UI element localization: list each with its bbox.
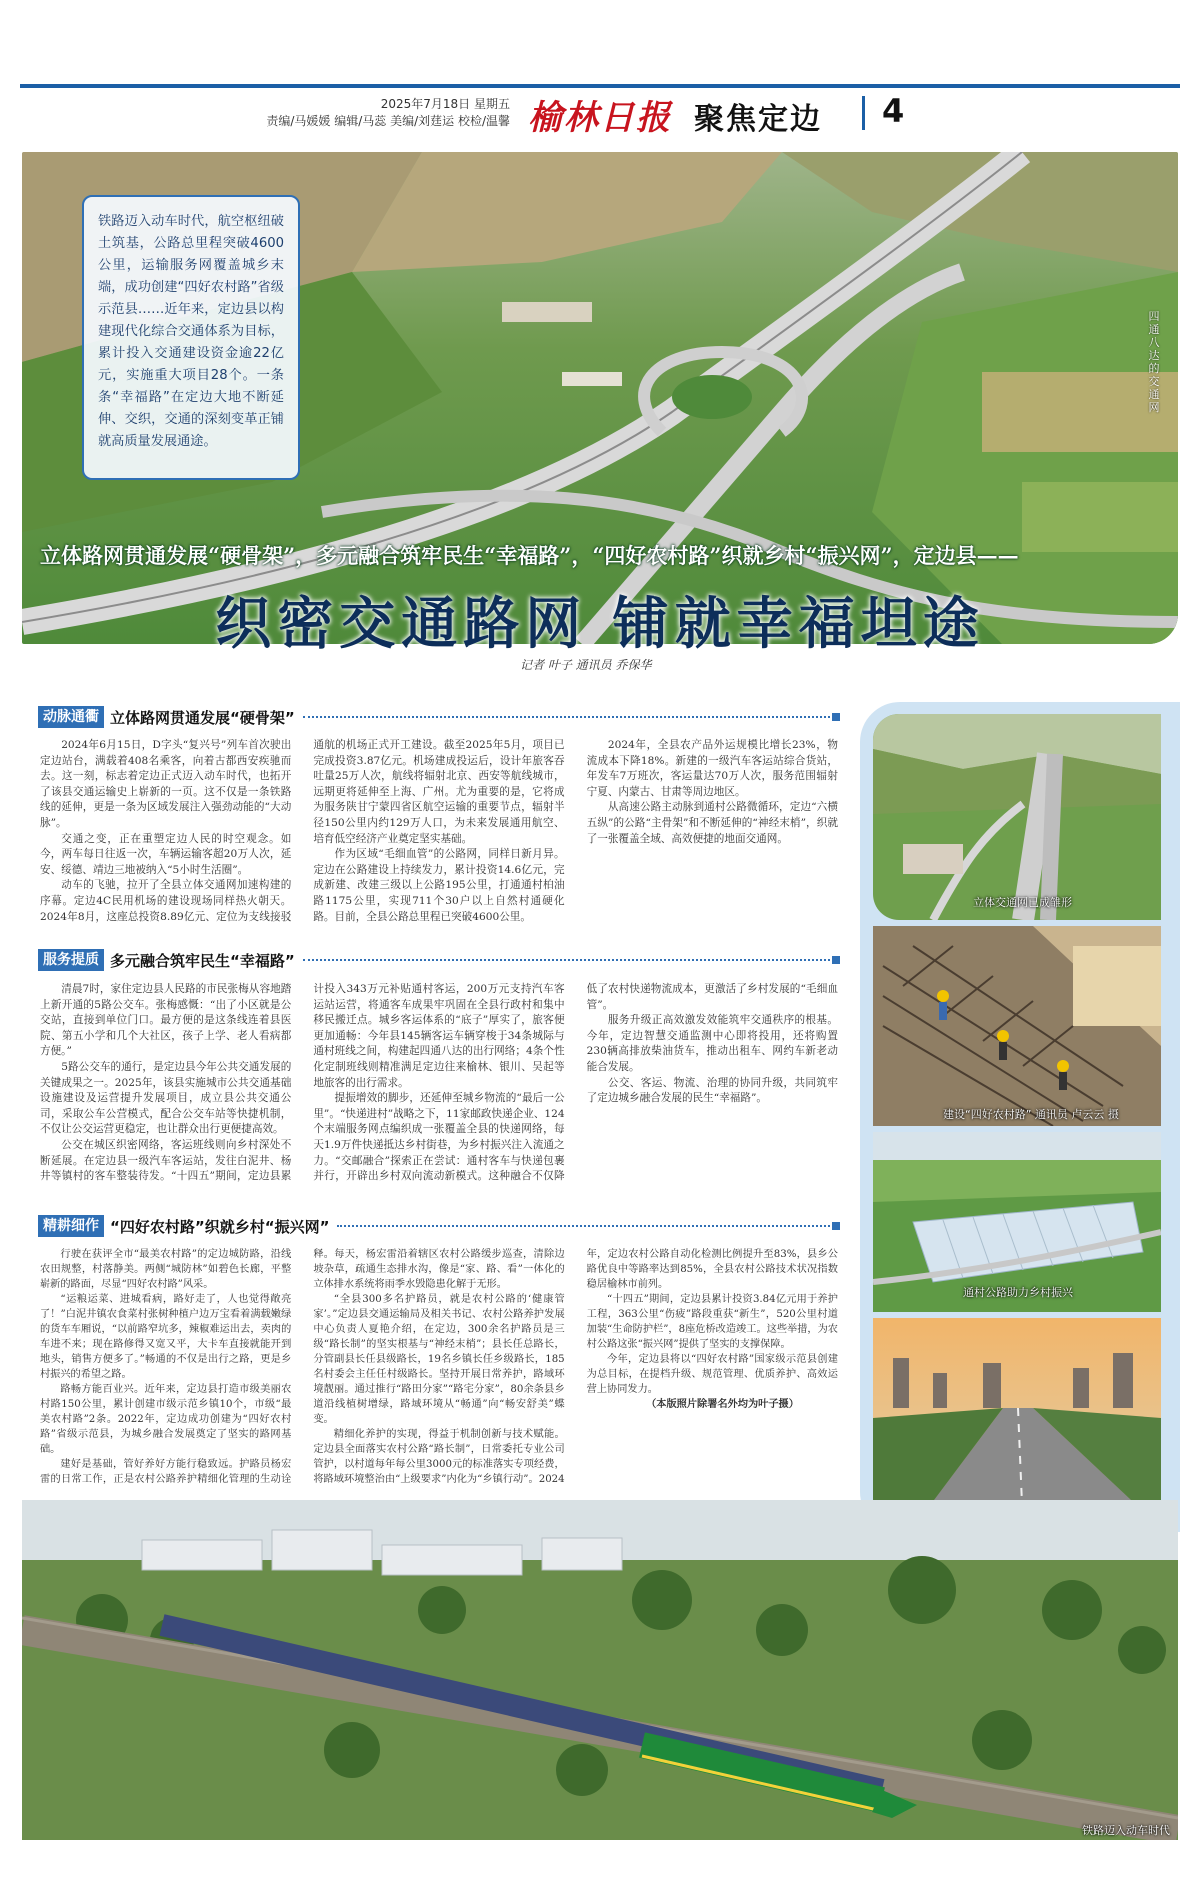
paragraph: “全县300多名护路员，就是农村公路的‘健康管家’。”定边县交通运输局及相关书记、农村公路养护发展中心负责人夏艳介绍，在定边，300余名护路员是三级“路长制”的坚实根基与“神经末梢”；县长任总路长，分管副县长任县级路长，19名乡镇长任乡级路长，185名村委会主任任村级路长。坚持开展日常养护，路域环境靓丽。通过推行“路田分家”“路宅分家”，80余条县乡道沿线植树增绿，路域环境从“畅通”向“畅安舒美”蝶变。: [313, 1294, 565, 1425]
section-rule: [303, 959, 838, 961]
section-header-3: [38, 1215, 838, 1237]
paragraph: 作为区域“毛细血管”的公路网，同样日新月异。定边在公路建设上持续发力，累计投资14.6亿元，完成新建、改建三级以上公路195公里，打通通村柏油路1175公里，实现711个30户以上自然村通硬化路。目前，全县公路总里程已突破4600公里。: [313, 848, 565, 923]
paragraph: 今年，定边县将以“四好农村路”国家级示范县创建为总目标，在提档升级、规范管理、优质养护、高效运营上协同发力。: [586, 1354, 838, 1395]
paragraph: 公交在城区织密网络，客运班线则向乡村深处不断延展。在定边县一级汽车客运站，发往白泥井、杨井等镇村的客车整装待发。“十四五”期间，定边县累计投入343万元补贴通村客运，200万元支持汽车客运站运营，将通客车成果牢巩固在全县行政村和集中移民搬迁点。城乡客运体系的“底子”厚实了，旅客便更加通畅：今年县145辆客运车辆穿梭于34条城际与通村班线之间，构建起四通八达的出行网络；4条个性化定制班线则精准满足定边往来榆林、银川、吴起等地旅客的出行需求。: [40, 983, 565, 1183]
paragraph: “运粮运菜、进城看病，路好走了，人也觉得敞亮了！”白泥井镇农食菜村张树种植户边万宝看着满载嫩绿的货车车厢说，“以前路窄坑多，辣椒难运出去，卖肉的车进不来；现在路修得又宽又平，大卡车直接就能开到地头，销售方便多了。”畅通的不仅是出行之路，更是乡村振兴的希望之路。: [40, 1294, 292, 1380]
section-name: 多元融合筑牢民生“幸福路”: [110, 951, 295, 970]
section-3-body: [40, 1247, 838, 1495]
side-photo-1: [873, 714, 1161, 920]
header-meta: [240, 96, 510, 130]
section-tag: 服务提质: [38, 949, 104, 971]
header-divider: [862, 96, 865, 130]
photo-credit-note: （本版照片除署名外均为叶子摄）: [646, 1398, 799, 1410]
hero-photo-caption: 四通八达的交通网: [1148, 310, 1160, 414]
paragraph: “十四五”期间，定边县累计投资3.84亿元用于养护工程，363公里“伤疲”路段重获“新生”，520公里村道加装“生命防护栏”，8座危桥改造竣工。这些举措，为农村公路这张“振兴网”提供了坚实的支撑保障。: [586, 1294, 838, 1350]
paragraph: 清晨7时，家住定边县人民路的市民张梅从容地踏上新开通的5路公交车。张梅感慨：“出了小区就是公交站，直接到单位门口。最方便的是这条线连着县医院、第五小学和几个大社区，孩子上学、老人看病都方便。”: [40, 983, 292, 1058]
section-header-1: [38, 706, 838, 728]
paragraph: 交通之变，正在重塑定边人民的时空观念。如今，两车每日往返一次，车辆运输客超20万人次，延安、绥德、靖边三地被纳入“5小时生活圈”。: [40, 832, 292, 876]
paragraph: 提振增效的脚步，还延伸至城乡物流的“最后一公里”。“快递进村”战略之下，11家邮政快递企业、124个末端服务网点编织成一张覆盖全县的快递网络，每天1.9万件快递抵达乡村街巷，为乡村振兴注入流通之力。“交邮融合”探索正在尝试：通村客车与快递包裹并行，开辟出乡村双向流动新模式。这种融合不仅降低了农村快递物流成本，更激活了乡村发展的“毛细血管”。: [313, 983, 838, 1183]
header-editors: 责编/马媛媛 编辑/马蕊 美编/刘莛运 校检/温馨: [266, 114, 510, 128]
paragraph: 建好是基础，管好养好方能行稳致远。护路员杨宏雷的日常工作，正是农村公路养护精细化管理的生动诠释。每天，杨宏雷沿着辖区农村公路缓步巡查，清除边坡杂草，疏通生态排水沟，像是“家、路、看”一体化的立体排水系统将雨季水毁隐患化解于无形。: [40, 1249, 565, 1485]
paragraph: 公交、客运、物流、治理的协同升级，共同筑牢了定边城乡融合发展的民生“幸福路”。: [586, 1076, 838, 1105]
paragraph: 从高速公路主动脉到通村公路微循环，定边“六横五纵”的公路“主骨架”和不断延伸的“神经末梢”，织就了一张覆盖全域、高效便捷的地面交通网。: [586, 801, 838, 845]
side-photo-2: [873, 926, 1161, 1126]
paragraph: 服务升级正高效激发效能筑牢交通秩序的根基。今年，定边智慧交通监测中心即将投用，还将购置230辆高排放柴油货车，推动出租车、网约车新老动能合发展。: [586, 1014, 838, 1073]
bottom-photo-caption: 铁路迈入动车时代: [1082, 1824, 1170, 1837]
section-rule: [303, 716, 838, 718]
side-photo-4: [873, 1318, 1161, 1528]
paragraph: 精细化养护的实现，得益于机制创新与技术赋能。定边县全面落实农村公路“路长制”，日常委托专业公司管护，以村道每年每公里3000元的标准落实专项经费，将路域环境整治由“上级要求”内化为“乡镇行动”。2024年，定边农村公路自动化检测比例提升至83%，县乡公路优良中等路率达到85%，全县农村公路技术状况指数稳居榆林市前列。: [313, 1249, 838, 1485]
header-date: 2025年7月18日 星期五: [380, 97, 510, 111]
paragraph: 行驶在获评全市“最美农村路”的定边城防路，沿线农田规整，村落静美。两侧“城防林”如碧色长廊，平整崭新的路面，尽显“四好农村路”风采。: [40, 1249, 292, 1290]
page-number: 4: [882, 92, 905, 130]
paragraph: 5路公交车的通行，是定边县今年公共交通发展的关键成果之一。2025年，该县实施城市公共交通基础设施建设及运营提升发展项目，成立县公共交通公司，采取公车公营模式，配合公交车站等快捷机制，不仅让公交运营更稳定，也让群众出行更便捷高效。: [40, 1060, 292, 1136]
side-photo-1-caption: 立体交通网已成雏形: [973, 896, 1072, 909]
section-tag: 动脉通衢: [38, 706, 104, 728]
section-name: 立体路网贯通发展“硬骨架”: [110, 708, 295, 727]
paragraph: 2024年6月15日，D字头“复兴号”列车首次驶出定边站台，满载着408名乘客，向着古都西安疾驰而去。这一刻，标志着定边正式迈入动车时代，也拓开了该县交通运输史上崭新的一页。这不仅是一条铁路线的延伸，更是一条为区域发展注入强劲动能的“大动脉”。: [40, 739, 292, 829]
section-1-body: [40, 738, 838, 928]
newspaper-logo: 榆林日报: [528, 98, 672, 138]
section-title: 聚焦定边: [694, 102, 822, 137]
top-rule: [20, 84, 1180, 88]
paragraph: 2024年，全县农产品外运规模比增长23%，物流成本下降18%。新建的一级汽车客运站综合货站，年发车7万班次，客运量达70万人次，服务范围辐射宁夏、内蒙古、甘肃等周边地区。: [586, 739, 838, 798]
paragraph: 路畅方能百业兴。近年来，定边县打造市级美丽农村路150公里，累计创建市级示范乡镇10个，市级“最美农村路”2条。2022年，定边成功创建为“四好农村路”省级示范县，为城乡融合发展奠定了坚实的路网基础。: [40, 1384, 292, 1455]
side-photo-3-caption: 通村公路助力乡村振兴: [963, 1286, 1073, 1299]
side-photo-2-caption: 建设“四好农村路” 通讯员 卢云云 摄: [943, 1108, 1119, 1121]
section-name: “四好农村路”织就乡村“振兴网”: [110, 1217, 330, 1236]
intro-summary-box: 铁路迈入动车时代，航空枢纽破土筑基，公路总里程突破4600公里，运输服务网覆盖城乡末端，成功创建“四好农村路”省级示范县……近年来，定边县以构建现代化综合交通体系为目标，累计投入交通建设资金逾22亿元，实施重大项目28个。一条条“幸福路”在定边大地不断延伸、交织，交通的深刻变革正铺就高质量发展通途。: [82, 195, 300, 480]
article-subtitle: 立体路网贯通发展“硬骨架”，多元融合筑牢民生“幸福路”，“四好农村路”织就乡村“振兴网”，定边县——: [40, 543, 1019, 568]
section-tag: 精耕细作: [38, 1215, 104, 1237]
section-header-2: [38, 949, 838, 971]
article-byline: 记者 叶子 通讯员 乔保华: [520, 658, 652, 672]
section-rule: [337, 1225, 838, 1227]
bottom-train-photo: [22, 1500, 1178, 1840]
side-photo-3: [873, 1132, 1161, 1312]
paragraph: 动车的飞驰，拉开了全县立体交通网加速构建的序幕。定边4C民用机场的建设现场同样热火朝天。2024年8月，这座总投资8.89亿元、定位为支线接驳通航的机场正式开工建设。截至2025年5月，项目已完成投资3.87亿元。机场建成投运后，设计年旅客吞吐量25万人次，航线将辐射北京、西安等航线城市，远期更将延伸至上海、广州。尤为重要的是，它将成为服务陕甘宁蒙四省区航空运输的重要节点，辐射半径150公里内约129万人口，为未来发展通用航空、培育低空经济产业奠定坚实基础。: [40, 739, 565, 923]
section-2-body: [40, 982, 838, 1192]
article-headline: 织密交通路网 铺就幸福坦途: [215, 592, 985, 657]
